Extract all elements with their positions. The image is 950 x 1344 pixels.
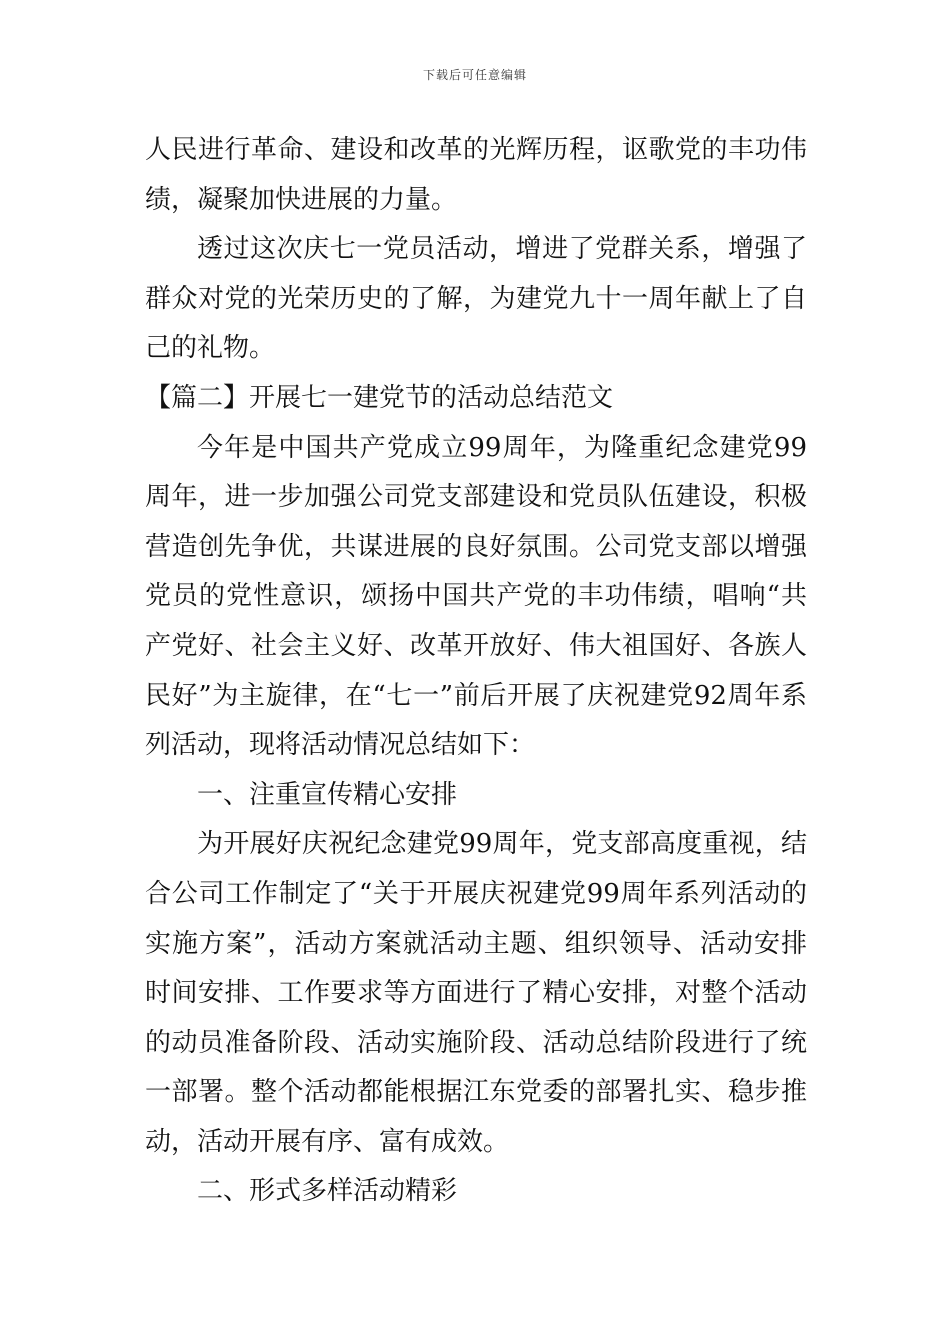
subheading-one: 一、注重宣传精心安排 — [197, 779, 458, 810]
paragraph-3: 今年是中国共产党成立99周年，为隆重纪念建党99周年，进一步加强公司党支部建设和党员队伍建设，积极营造创先争优，共谋进展的良好氛围。公司党支部以增强党员的党性意识，颂扬中国共产党的丰功伟绩，唱响“共产党好、社会主义好、改革开放好、伟大祖国好、各族人民好”为主旋律，在“七一”前后开展了庆祝建党92周年系列活动，现将活动情况总结如下： — [145, 432, 807, 761]
header-note: 下载后可任意编辑 — [422, 68, 527, 82]
paragraph-1: 人民进行革命、建设和改革的光辉历程，讴歌党的丰功伟绩，凝聚加快进展的力量。 — [145, 135, 807, 215]
section-heading-part-two: 【篇二】开展七一建党节的活动总结范文 — [145, 382, 614, 413]
document-body — [145, 126, 807, 1217]
subheading-two: 二、形式多样活动精彩 — [197, 1176, 458, 1207]
paragraph-2: 透过这次庆七一党员活动，增进了党群关系，增强了群众对党的光荣历史的了解，为建党九十一周年献上了自己的礼物。 — [145, 234, 807, 364]
paragraph-4: 为开展好庆祝纪念建党99周年，党支部高度重视，结合公司工作制定了“关于开展庆祝建党99周年系列活动的实施方案”，活动方案就活动主题、组织领导、活动安排时间安排、工作要求等方面进行了精心安排，对整个活动的动员准备阶段、活动实施阶段、活动总结阶段进行了统一部署。整个活动都能根据江东党委的部署扎实、稳步推动，活动开展有序、富有成效。 — [145, 829, 807, 1157]
